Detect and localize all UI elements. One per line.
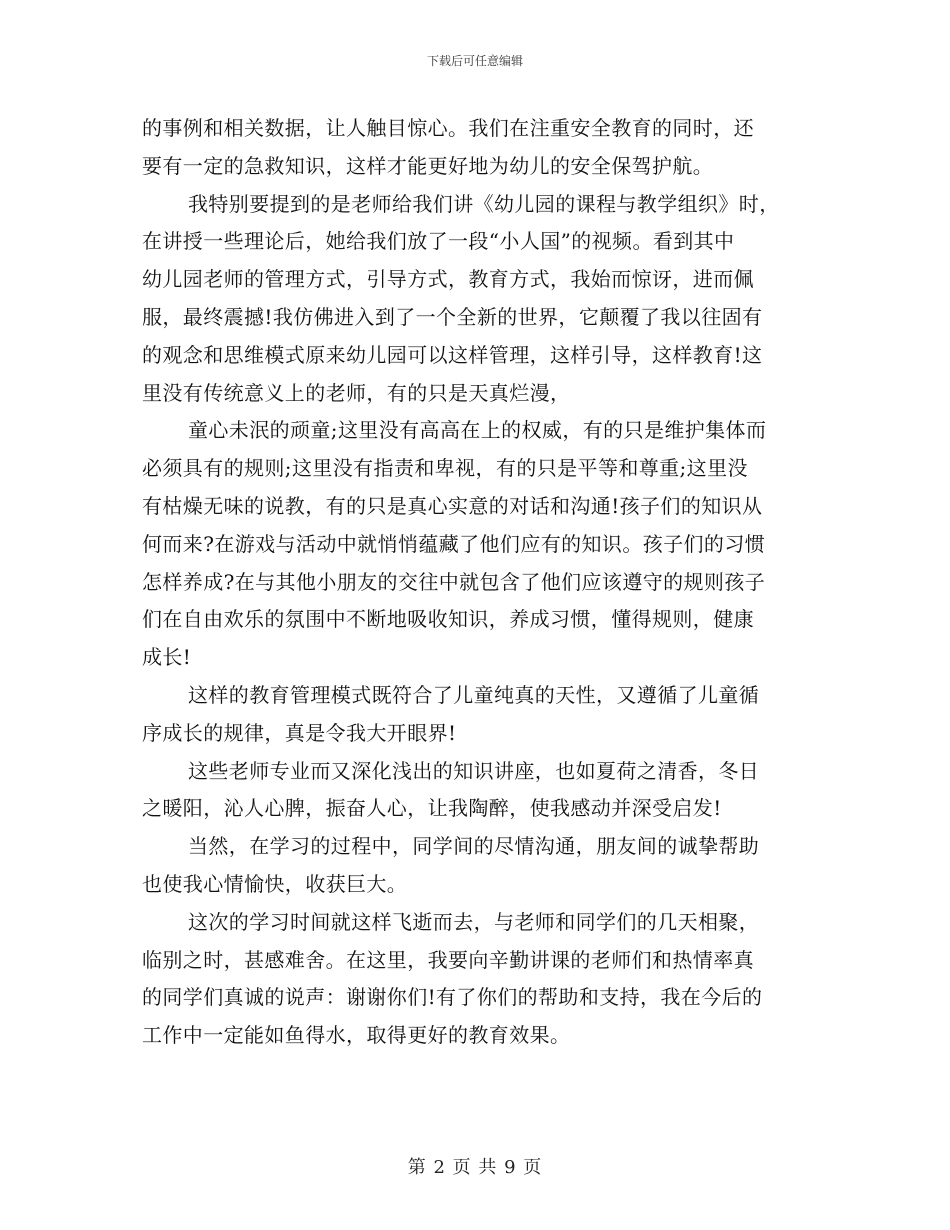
text-line: 在讲授一些理论后，她给我们放了一段“小人国”的视频。看到其中 — [142, 229, 735, 254]
text-line: 序成长的规律，真是令我大开眼界! — [142, 720, 457, 745]
page-header: 下载后可任意编辑 — [426, 54, 523, 68]
text-line: 们在自由欢乐的氛围中不断地吸收知识，养成习惯，懂得规则，健康 — [142, 607, 754, 632]
text-line: 何而来?在游戏与活动中就悄悄蕴藏了他们应有的知识。孩子们的习惯 — [142, 531, 766, 556]
text-line: 必须具有的规则;这里没有指责和卑视，有的只是平等和尊重;这里没 — [142, 456, 748, 481]
text-line: 的同学们真诚的说声：谢谢你们!有了你们的帮助和支持，我在今后的 — [142, 985, 763, 1010]
text-line: 里没有传统意义上的老师，有的只是天真烂漫， — [142, 380, 571, 405]
text-line: 这样的教育管理模式既符合了儿童纯真的天性，又遵循了儿童循 — [188, 682, 760, 707]
text-line: 成长! — [142, 645, 192, 670]
text-line: 临别之时，甚感难舍。在这里，我要向辛勤讲课的老师们和热情率真 — [142, 947, 754, 972]
text-line: 的观念和思维模式原来幼儿园可以这样管理，这样引导，这样教育!这 — [142, 342, 763, 367]
text-line: 这次的学习时间就这样飞逝而去，与老师和同学们的几天相聚， — [188, 909, 760, 934]
text-line: 工作中一定能如鱼得水，取得更好的教育效果。 — [142, 1023, 571, 1048]
text-line: 童心未泯的顽童;这里没有高高在上的权威，有的只是维护集体而 — [188, 418, 767, 443]
text-line: 怎样养成?在与其他小朋友的交往中就包含了他们应该遵守的规则孩子 — [142, 569, 766, 594]
page-footer: 第 2 页 共 9 页 — [407, 1157, 543, 1178]
text-line: 有枯燥无味的说教，有的只是真心实意的对话和沟通!孩子们的知识从 — [142, 493, 763, 518]
text-line: 也使我心情愉快，收获巨大。 — [142, 871, 408, 896]
text-line: 我特别要提到的是老师给我们讲《幼儿园的课程与教学组织》时， — [188, 191, 780, 216]
text-line: 服，最终震撼!我仿佛进入到了一个全新的世界，它颠覆了我以往固有 — [142, 304, 763, 329]
text-line: 的事例和相关数据，让人触目惊心。我们在注重安全教育的同时，还 — [142, 116, 754, 140]
text-line: 之暖阳，沁人心脾，振奋人心，让我陶醉，使我感动并深受启发! — [142, 796, 722, 821]
text-line: 幼儿园老师的管理方式，引导方式，教育方式，我始而惊讶，进而佩 — [142, 267, 754, 292]
text-line: 这些老师专业而又深化浅出的知识讲座，也如夏荷之清香，冬日 — [188, 758, 760, 783]
text-line: 当然，在学习的过程中，同学间的尽情沟通，朋友间的诚挚帮助 — [188, 834, 760, 859]
text-line: 要有一定的急救知识，这样才能更好地为幼儿的安全保驾护航。 — [142, 153, 714, 178]
body-text — [142, 110, 806, 1055]
